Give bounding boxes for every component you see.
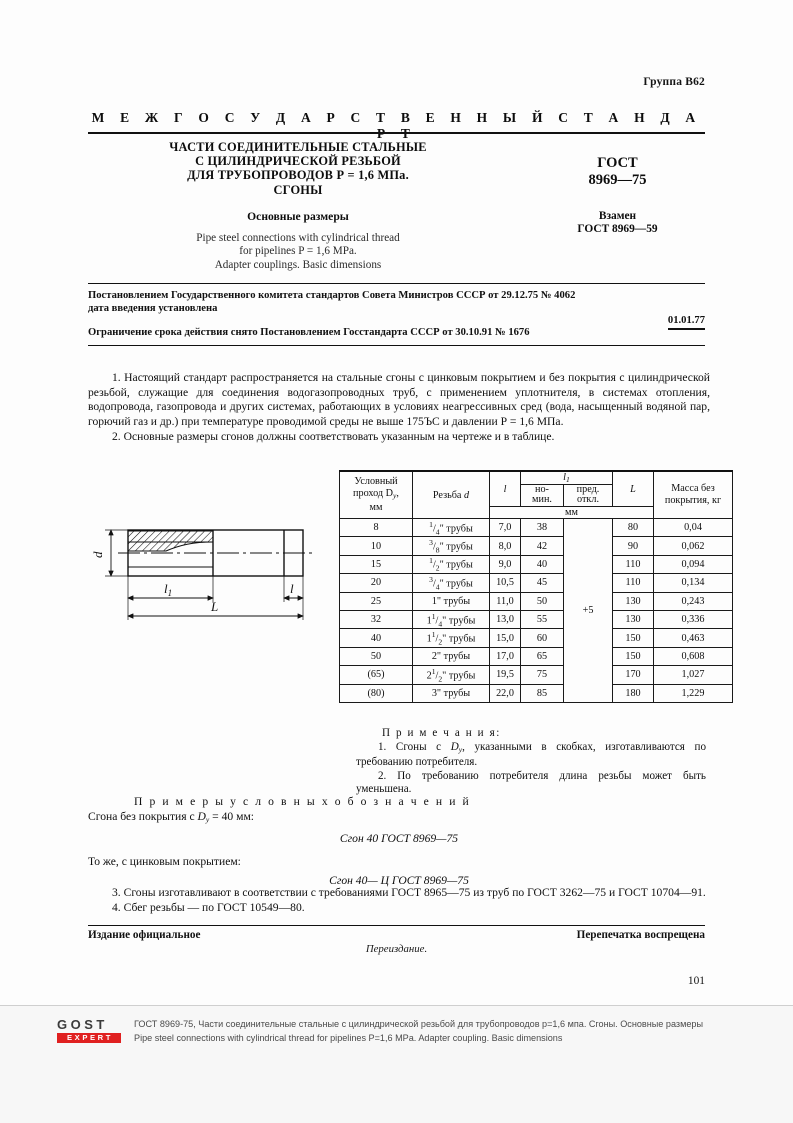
replaces-label: Взамен [598,210,637,222]
title-en-line-1: Pipe steel connections with cylindrical thread [196,231,400,244]
cell-mass: 0,062 [654,537,733,555]
cell-l: 9,0 [490,555,521,573]
cell-L: 80 [613,519,654,537]
cell-l: 8,0 [490,537,521,555]
cell-dy: (65) [340,666,413,684]
footer-description-ru: ГОСТ 8969-75, Части соединительные стальные с цилиндрической резьбой для трубопроводов р=1,6 мпа. Сгоны. Основные размеры [134,1019,703,1029]
title-en-line-3: Adapter couplings. Basic dimensions [214,258,382,271]
cell-nominal: 42 [521,537,564,555]
table-row [340,684,733,702]
cell-l: 10,5 [490,574,521,592]
note-1: 1. Сгоны с Dy, указанными в скобках, изготавливаются по требованию потребителя. [356,740,706,769]
cell-dy: 15 [340,555,413,573]
resolution-line-2: дата введения установлена [88,303,218,315]
gost-expert-logo[interactable] [57,1018,121,1043]
cell-L: 180 [613,684,654,702]
table-row [340,537,733,555]
cell-thread: $^1/_2$" трубы [413,555,490,573]
table-row [340,647,733,665]
cell-nominal: 75 [521,666,564,684]
cell-thread: $^3/_8$" трубы [413,537,490,555]
limitation-notice: Ограничение срока действия снято Постановлением Госстандарта СССР от 30.10.91 № 1676 [88,327,530,338]
cell-dy: 10 [340,537,413,555]
col-header-nominal: но- мин. [521,484,564,506]
cell-dy: 50 [340,647,413,665]
cell-L: 150 [613,647,654,665]
cell-thread: 2" трубы [413,647,490,665]
table-row [340,666,733,684]
cell-l: 17,0 [490,647,521,665]
col-header-L: L [613,471,654,507]
paragraph-4: 4. Сбег резьбы — по ГОСТ 10549—80. [112,900,305,914]
cell-L: 130 [613,592,654,610]
drawing-label-d: d [90,551,105,558]
title-line-4: СГОНЫ [273,182,323,197]
cell-dy: 8 [340,519,413,537]
footer-description-en: Pipe steel connections with cylindrical thread for pipelines P=1,6 MPa. Adapter coupling. Basic dimensions [134,1032,563,1043]
title-subtitle: Основные размеры [247,209,349,223]
resolution-divider-bottom [88,345,705,346]
paragraph-3: 3. Сгоны изготавливают в соответствии с требованиями ГОСТ 8965—75 из труб по ГОСТ 3262—75 и ГОСТ 10704—91. [112,886,706,899]
table-row [340,574,733,592]
table-row [340,555,733,573]
title-line-1: ЧАСТИ СОЕДИНИТЕЛЬНЫЕ СТАЛЬНЫЕ [169,140,427,154]
cell-dy: 32 [340,611,413,629]
title-line-2: С ЦИЛИНДРИЧЕСКОЙ РЕЗЬБОЙ [195,154,401,169]
example-line-2: То же, с цинковым покрытием: [88,854,241,868]
paragraph-2: 2. Основные размеры сгонов должны соответствовать указанным на чертеже и в таблице. [112,430,555,444]
footer-description [134,1018,754,1045]
page-number: 101 [687,975,705,987]
col-header-nominal-bore: Условный проход Dy, мм [340,471,413,519]
drawing-label-l: l [290,581,294,596]
cell-thread: 1" трубы [413,592,490,610]
introduction-date: 01.01.77 [668,315,705,330]
cell-mass: 0,04 [654,519,733,537]
title-block [88,140,508,272]
cell-nominal: 65 [521,647,564,665]
paragraph-1: 1. Настоящий стандарт распространяется на стальные сгоны с цинковым покрытием и без покрытия с цилиндрической резьбой, служащие для соединения водогазопроводных труб, с применением уплотнителя, в системах отопления, водопровода, газопровода и других системах, работающих в условиях неагрессивных сред (вода, насыщенный водяной пар, горючий газ и др.) при температуре проводимой среды не выше 175ЪС и давлении Р = 1,6 МПа. [88,371,710,428]
cell-L: 90 [613,537,654,555]
technical-drawing [88,520,328,710]
cell-dy: 40 [340,629,413,647]
cell-l: 15,0 [490,629,521,647]
cell-dy: 20 [340,574,413,592]
example-code-2: Сгон 40— Ц ГОСТ 8969—75 [329,873,469,887]
table-row [340,592,733,610]
standard-kind-heading: М Е Ж Г О С У Д А Р С Т В Е Н Н Ы Й С Т А Н Д А Р Т [91,110,702,141]
resolution-block [88,289,708,315]
cell-L: 110 [613,574,654,592]
bottom-info-bar [0,1005,793,1123]
cell-l: 11,0 [490,592,521,610]
cell-mass: 0,243 [654,592,733,610]
cell-nominal: 60 [521,629,564,647]
cell-nominal: 50 [521,592,564,610]
reissue-label: Переиздание. [365,943,428,955]
cell-L: 110 [613,555,654,573]
dimensions-table-body [340,519,733,703]
title-en-line-2: for pipelines P = 1,6 MPa. [239,245,357,258]
gost-number: 8969—75 [588,171,647,188]
cell-thread: $^1/_4$" трубы [413,519,490,537]
col-header-l1: l1 [521,471,613,484]
note-2: 2. По требованию потребителя длина резьбы может быть уменьшена. [356,769,706,796]
dimensions-table [339,470,733,703]
group-code: Группа В62 [643,76,705,88]
cell-thread: 3" трубы [413,684,490,702]
official-edition-label: Издание официальное [88,929,201,941]
sheet-footer-divider [88,925,705,926]
cell-mass: 1,027 [654,666,733,684]
cell-deviation: +5 [564,519,613,703]
cell-mass: 1,229 [654,684,733,702]
logo-wordmark: GOST [57,1017,108,1032]
drawing-label-l1: $l_1$ [164,581,173,598]
cell-mass: 0,463 [654,629,733,647]
drawing-label-L: L [211,599,219,614]
resolution-divider-top [88,283,705,284]
col-header-deviation: пред. откл. [564,484,613,506]
cell-l: 7,0 [490,519,521,537]
cell-L: 130 [613,611,654,629]
adapter-coupling-diagram [88,520,328,710]
col-header-thread: Резьба d [413,471,490,519]
col-header-units: мм [490,507,654,519]
cell-l: 13,0 [490,611,521,629]
table-row [340,519,733,537]
body-paragraphs [88,371,710,445]
col-header-mass: Масса без покрытия, кг [654,471,733,519]
cell-nominal: 45 [521,574,564,592]
cell-mass: 0,134 [654,574,733,592]
cell-L: 170 [613,666,654,684]
gost-label: ГОСТ [597,155,638,171]
gost-identifier-block [530,155,705,237]
reprint-prohibited-label: Перепечатка воспрещена [576,929,705,941]
notes-block [356,727,706,797]
resolution-line-1: Постановлением Государственного комитета стандартов Совета Министров СССР от 29.12.75 № 4062 [88,290,576,301]
cell-thread: $1^1/_2$" трубы [413,629,490,647]
cell-thread: $^3/_4$" трубы [413,574,490,592]
header-divider-top [88,132,705,134]
cell-l: 19,5 [490,666,521,684]
dimensions-table-wrapper [339,470,733,703]
cell-dy: (80) [340,684,413,702]
cell-l: 22,0 [490,684,521,702]
cell-dy: 25 [340,592,413,610]
example-line-1: Сгона без покрытия с Dy = 40 мм: [88,810,255,825]
examples-heading: П р и м е р ы у с л о в н ы х о б о з н а ч е н и й [134,795,471,808]
notes-heading: П р и м е ч а н и я: [382,727,501,739]
replaces-value: ГОСТ 8969—59 [577,223,658,236]
cell-thread: $1^1/_4$" трубы [413,611,490,629]
cell-mass: 0,608 [654,647,733,665]
cell-nominal: 85 [521,684,564,702]
cell-thread: $2^1/_2$" трубы [413,666,490,684]
cell-nominal: 38 [521,519,564,537]
col-header-l: l [490,471,521,507]
cell-nominal: 40 [521,555,564,573]
tail-paragraphs [88,886,710,915]
title-line-3: ДЛЯ ТРУБОПРОВОДОВ Р = 1,6 МПа. [187,168,409,183]
example-code-1: Сгон 40 ГОСТ 8969—75 [339,832,459,846]
cell-mass: 0,094 [654,555,733,573]
examples-block [88,794,710,895]
cell-L: 150 [613,629,654,647]
cell-nominal: 55 [521,611,564,629]
logo-badge: EXPERT [57,1033,121,1043]
table-row [340,611,733,629]
cell-mass: 0,336 [654,611,733,629]
table-row [340,629,733,647]
